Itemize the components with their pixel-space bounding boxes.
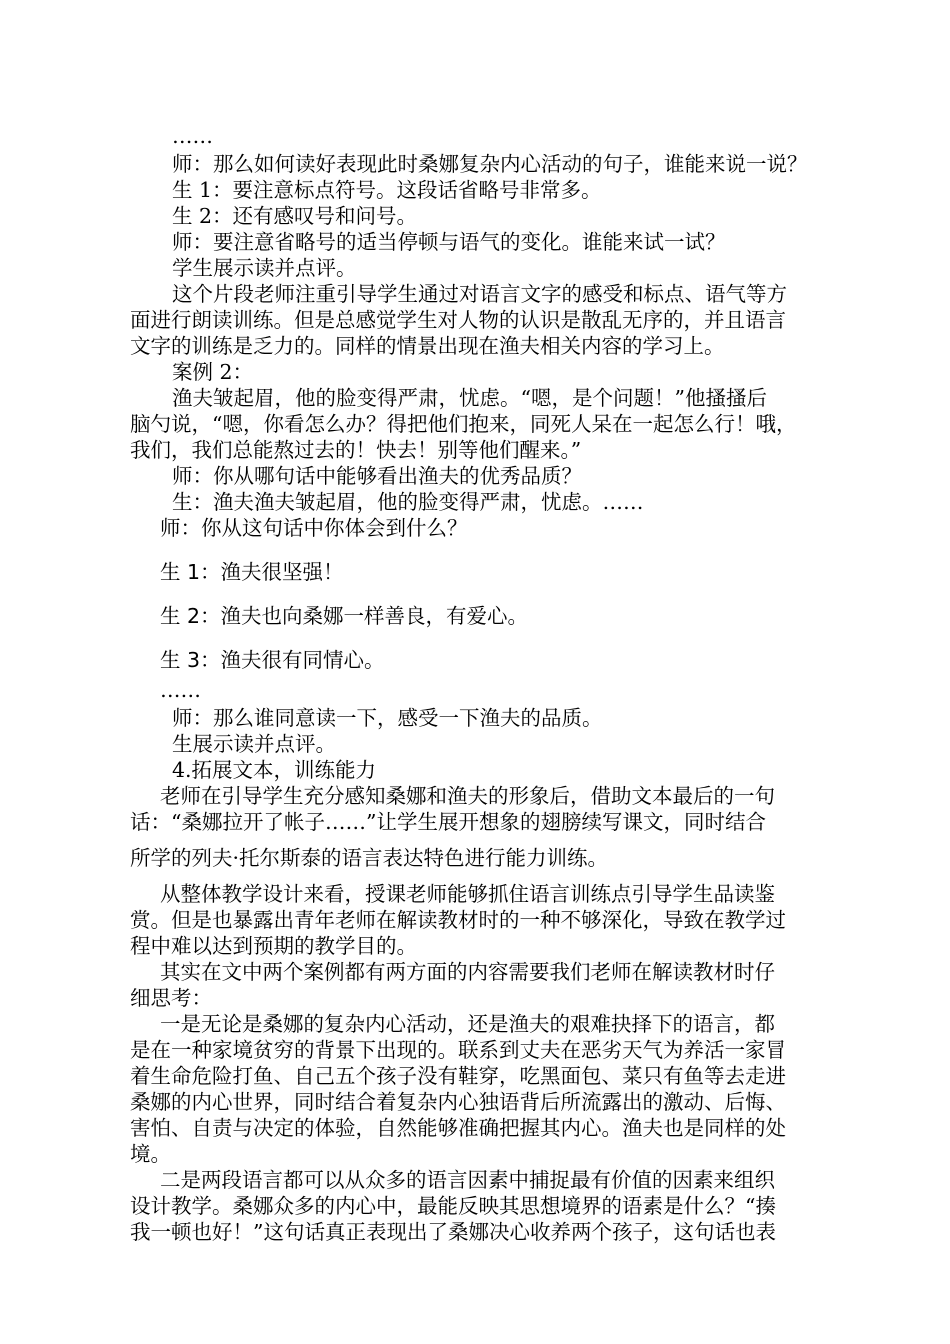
text-line: 生 2：还有感叹号和问号。	[172, 204, 418, 228]
text-line: 桑娜的内心世界，同时结合着复杂内心独语背后所流露出的激动、后悔、	[130, 1090, 786, 1114]
text-line: 生展示读并点评。	[172, 732, 336, 756]
text-line: 老师在引导学生充分感知桑娜和渔夫的形象后，借助文本最后的一句	[160, 784, 775, 808]
text-line: 程中难以达到预期的教学目的。	[130, 934, 417, 958]
text-line: 我们，我们总能熬过去的！快去！别等他们醒来。”	[130, 438, 582, 462]
text-line: 面进行朗读训练。但是总感觉学生对人物的认识是散乱无序的，并且语言	[130, 308, 786, 332]
text-line: 4.拓展文本，训练能力	[172, 758, 377, 782]
text-line: 赏。但是也暴露出青年老师在解读教材时的一种不够深化，导致在教学过	[130, 908, 786, 932]
text-line: 着生命危险打鱼、自己五个孩子没有鞋穿，吃黑面包、菜只有鱼等去走进	[130, 1064, 786, 1088]
text-line: 脑勺说，“嗯，你看怎么办？得把他们抱来，同死人呆在一起怎么行！哦，	[130, 412, 797, 436]
text-line: 所学的列夫·托尔斯泰的语言表达特色进行能力训练。	[130, 846, 609, 870]
text-line: 师：那么谁同意读一下，感受一下渔夫的品质。	[172, 706, 603, 730]
text-line: 生 3：渔夫很有同情心。	[160, 648, 385, 672]
text-line: 案例 2：	[172, 360, 254, 384]
text-line: 渔夫皱起眉，他的脸变得严肃，忧虑。“嗯，是个问题！”他搔搔后	[172, 386, 767, 410]
text-line: 细思考：	[130, 986, 212, 1010]
text-line: 二是两段语言都可以从众多的语言因素中捕捉最有价值的因素来组织	[160, 1168, 775, 1192]
text-line: 师：你从哪句话中能够看出渔夫的优秀品质？	[172, 464, 582, 488]
text-line: 害怕、自责与决定的体验，自然能够准确把握其内心。渔夫也是同样的处	[130, 1116, 786, 1140]
text-line: 从整体教学设计来看，授课老师能够抓住语言训练点引导学生品读鉴	[160, 882, 775, 906]
text-line: ……	[172, 124, 213, 148]
text-line: ……	[160, 678, 201, 702]
text-line: 师：要注意省略号的适当停顿与语气的变化。谁能来试一试？	[172, 230, 726, 254]
text-line: 一是无论是桑娜的复杂内心活动，还是渔夫的艰难抉择下的语言，都	[160, 1012, 775, 1036]
text-line: 这个片段老师注重引导学生通过对语言文字的感受和标点、语气等方	[172, 282, 787, 306]
text-line: 话：“桑娜拉开了帐子……”让学生展开想象的翅膀续写课文，同时结合	[130, 810, 766, 834]
text-line: 文字的训练是乏力的。同样的情景出现在渔夫相关内容的学习上。	[130, 334, 725, 358]
text-line: 其实在文中两个案例都有两方面的内容需要我们老师在解读教材时仔	[160, 960, 775, 984]
text-line: 是在一种家境贫穷的背景下出现的。联系到丈夫在恶劣天气为养活一家冒	[130, 1038, 786, 1062]
text-line: 生 1：渔夫很坚强！	[160, 560, 344, 584]
text-line: 生：渔夫渔夫皱起眉，他的脸变得严肃，忧虑。……	[172, 490, 644, 514]
text-line: 设计教学。桑娜众多的内心中，最能反映其思想境界的语素是什么？“揍	[130, 1194, 776, 1218]
text-line: 师：你从这句话中你体会到什么？	[160, 516, 468, 540]
text-line: 学生展示读并点评。	[172, 256, 357, 280]
text-line: 我一顿也好！”这句话真正表现出了桑娜决心收养两个孩子，这句话也表	[130, 1220, 776, 1244]
text-line: 境。	[130, 1142, 171, 1166]
text-line: 生 2：渔夫也向桑娜一样善良，有爱心。	[160, 604, 529, 628]
text-line: 师：那么如何读好表现此时桑娜复杂内心活动的句子，谁能来说一说？	[172, 152, 808, 176]
text-line: 生 1：要注意标点符号。这段话省略号非常多。	[172, 178, 602, 202]
